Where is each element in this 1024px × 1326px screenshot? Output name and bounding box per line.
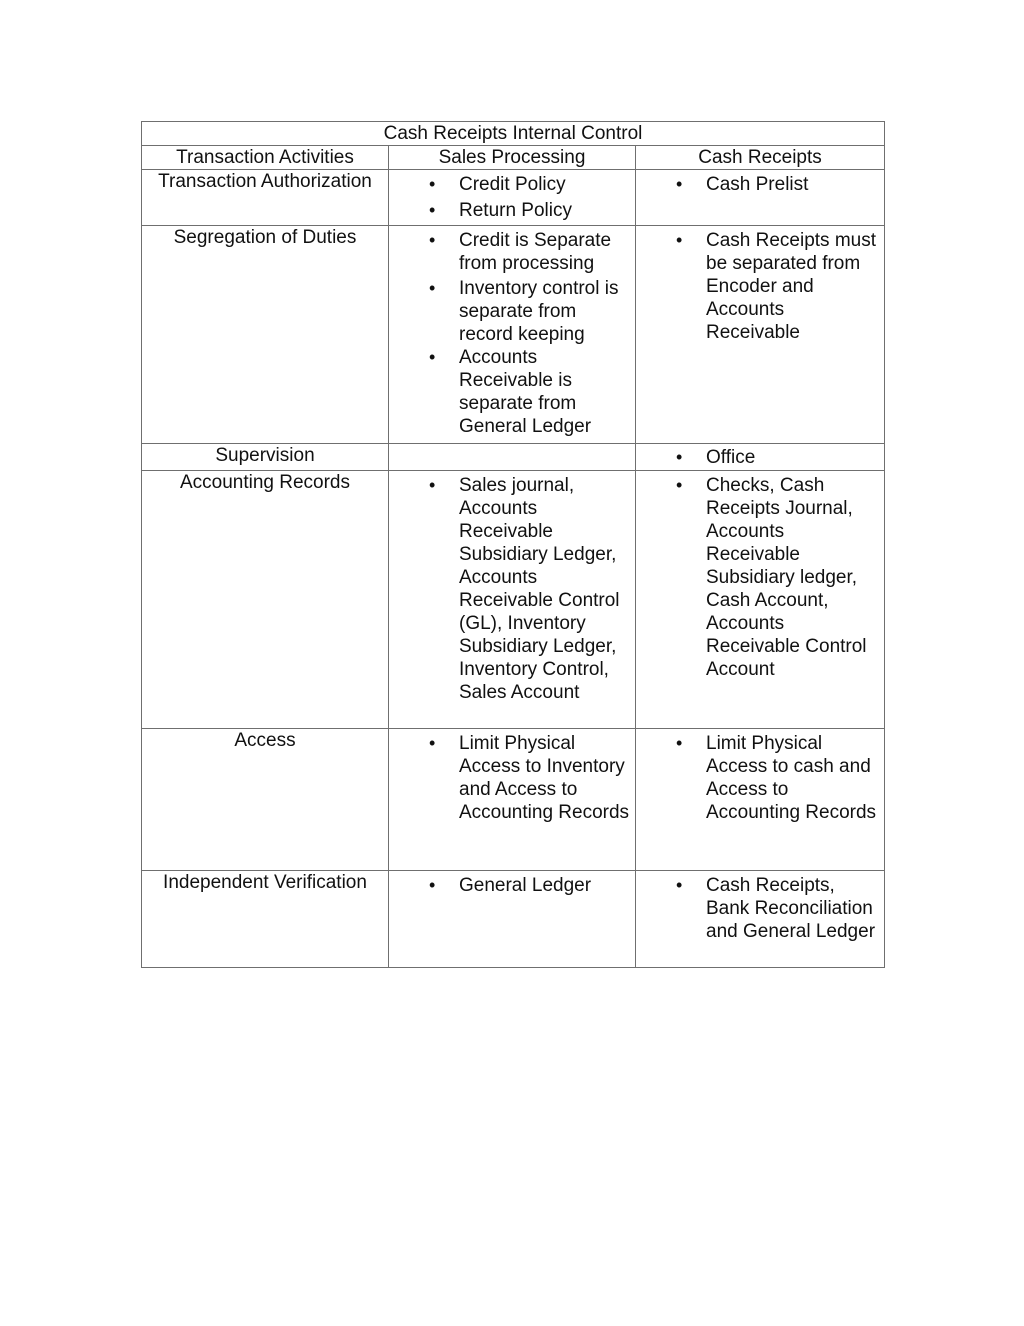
activity-cell: Segregation of Duties (142, 226, 389, 444)
activity-cell: Independent Verification (142, 871, 389, 968)
activity-cell: Access (142, 729, 389, 871)
sales-cell (389, 471, 636, 729)
cash-cell (636, 871, 885, 968)
list-item: • Limit Physical Access to Inventory and Access to Accounting Records (459, 732, 631, 824)
cash-cell (636, 444, 885, 471)
sales-cell (389, 226, 636, 444)
list-item: • Credit is Separate from processing (459, 229, 631, 275)
table-row (142, 729, 885, 871)
header-transaction-activities: Transaction Activities (142, 146, 389, 170)
table-row (142, 226, 885, 444)
table-row (142, 471, 885, 729)
activity-cell: Transaction Authorization (142, 170, 389, 226)
internal-control-table (141, 121, 885, 968)
cash-cell (636, 471, 885, 729)
list-item: • Checks, Cash Receipts Journal, Accounts Receivable Subsidiary ledger, Cash Account, Accounts Receivable Control Account (706, 474, 880, 681)
list-item: • Cash Prelist (706, 173, 880, 196)
title-row (142, 122, 885, 146)
list-item: • Limit Physical Access to cash and Access to Accounting Records (706, 732, 880, 824)
list-item: • Accounts Receivable is separate from General Ledger (459, 346, 631, 438)
table-row (142, 444, 885, 471)
table-title: Cash Receipts Internal Control (142, 122, 885, 146)
list-item: • Cash Receipts, Bank Reconciliation and General Ledger (706, 874, 880, 943)
list-item: • General Ledger (459, 874, 631, 897)
header-cash-receipts: Cash Receipts (636, 146, 885, 170)
table-row (142, 170, 885, 226)
sales-cell (389, 871, 636, 968)
sales-cell (389, 444, 636, 471)
cash-cell (636, 729, 885, 871)
activity-cell: Accounting Records (142, 471, 389, 729)
table-row (142, 871, 885, 968)
list-item: • Inventory control is separate from record keeping (459, 277, 631, 346)
list-item: • Return Policy (459, 199, 631, 222)
header-row (142, 146, 885, 170)
sales-cell (389, 729, 636, 871)
list-item: • Cash Receipts must be separated from Encoder and Accounts Receivable (706, 229, 880, 344)
header-sales-processing: Sales Processing (389, 146, 636, 170)
cash-cell (636, 170, 885, 226)
list-item: • Sales journal, Accounts Receivable Subsidiary Ledger, Accounts Receivable Control (GL), Inventory Subsidiary Ledger, Inventory Control, Sales Account (459, 474, 631, 704)
sales-cell (389, 170, 636, 226)
list-item: • Credit Policy (459, 173, 631, 196)
list-item: • Office (706, 446, 880, 469)
activity-cell: Supervision (142, 444, 389, 471)
cash-cell (636, 226, 885, 444)
